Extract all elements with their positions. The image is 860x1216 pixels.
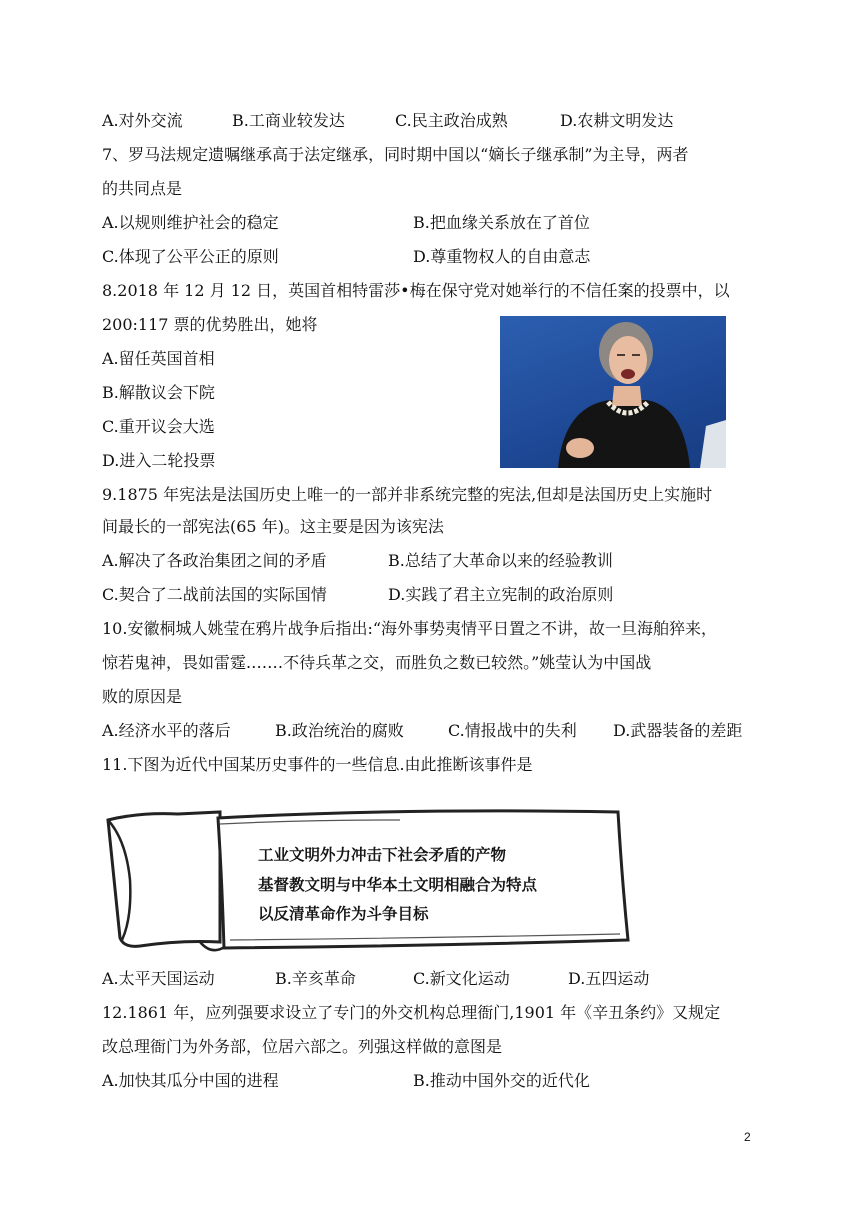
q10-option-b: B.政治统治的腐败	[275, 721, 404, 740]
q9-stem-line1: 9.1875 年宪法是法国历史上唯一的一部并非系统完整的宪法,但却是法国历史上实施时	[102, 485, 713, 504]
q10-stem-line1: 10.安徽桐城人姚莹在鸦片战争后指出:“海外事势夷情平日置之不讲，故一旦海舶猝来，	[102, 619, 718, 638]
q7-option-d: D.尊重物权人的自由意志	[413, 247, 591, 266]
q10-option-d: D.武器装备的差距	[613, 721, 743, 740]
q12-stem-line2: 改总理衙门为外务部，位居六部之。列强这样做的意图是	[102, 1037, 503, 1056]
q12-option-b: B.推动中国外交的近代化	[413, 1071, 590, 1090]
q10-option-c: C.情报战中的失利	[448, 721, 577, 740]
q10-stem-line2: 惊若鬼神，畏如雷霆.……不待兵革之交，而胜负之数已较然。”姚莹认为中国战	[102, 653, 652, 672]
speaker-illustration	[500, 316, 726, 468]
q7-option-c: C.体现了公平公正的原则	[102, 247, 279, 266]
page-number: 2	[744, 1130, 751, 1144]
q5-option-b: B.工商业较发达	[232, 111, 345, 130]
q5-option-c: C.民主政治成熟	[395, 111, 508, 130]
q9-option-d: D.实践了君主立宪制的政治原则	[388, 585, 614, 604]
q8-option-b: B.解散议会下院	[102, 383, 215, 402]
q9-option-a: A.解决了各政治集团之间的矛盾	[102, 551, 327, 570]
q12-option-a: A.加快其瓜分中国的进程	[102, 1071, 279, 1090]
q7-stem-line2: 的共同点是	[102, 179, 183, 198]
q8-option-a: A.留任英国首相	[102, 349, 215, 368]
q11-option-b: B.辛亥革命	[275, 969, 356, 988]
q5-option-a: A.对外交流	[102, 111, 183, 130]
q8-option-d: D.进入二轮投票	[102, 451, 216, 470]
q11-stem: 11.下图为近代中国某历史事件的一些信息.由此推断该事件是	[102, 755, 533, 774]
q9-option-b: B.总结了大革命以来的经验教训	[388, 551, 613, 570]
q7-stem-line1: 7、罗马法规定遗嘱继承高于法定继承，同时期中国以“嫡长子继承制”为主导，两者	[102, 145, 689, 164]
q8-option-c: C.重开议会大选	[102, 417, 215, 436]
q7-option-b: B.把血缘关系放在了首位	[413, 213, 590, 232]
scroll-line-1: 工业文明外力冲击下社会矛盾的产物	[258, 846, 507, 864]
q11-option-a: A.太平天国运动	[102, 969, 215, 988]
q7-option-a: A.以规则维护社会的稳定	[102, 213, 279, 232]
q12-stem-line1: 12.1861 年，应列强要求设立了专门的外交机构总理衙门,1901 年《辛丑条约》又规定	[102, 1003, 721, 1022]
q10-stem-line3: 败的原因是	[102, 687, 183, 706]
q9-stem-line2: 间最长的一部宪法(65 年)。这主要是因为该宪法	[102, 517, 444, 536]
scroll-line-3: 以反清革命作为斗争目标	[258, 905, 429, 923]
q11-scroll-figure	[100, 800, 632, 956]
q5-option-d: D.农耕文明发达	[560, 111, 674, 130]
q10-option-a: A.经济水平的落后	[102, 721, 231, 740]
q11-option-c: C.新文化运动	[413, 969, 510, 988]
q9-option-c: C.契合了二战前法国的实际国情	[102, 585, 327, 604]
scroll-line-2: 基督教文明与中华本土文明相融合为特点	[258, 876, 538, 894]
q11-option-d: D.五四运动	[568, 969, 650, 988]
speaker-photo	[500, 316, 726, 468]
q8-stem-line2: 200:117 票的优势胜出，她将	[102, 315, 318, 334]
q8-stem-line1: 8.2018 年 12 月 12 日，英国首相特雷莎•梅在保守党对她举行的不信任案的投票中，以	[102, 281, 730, 300]
